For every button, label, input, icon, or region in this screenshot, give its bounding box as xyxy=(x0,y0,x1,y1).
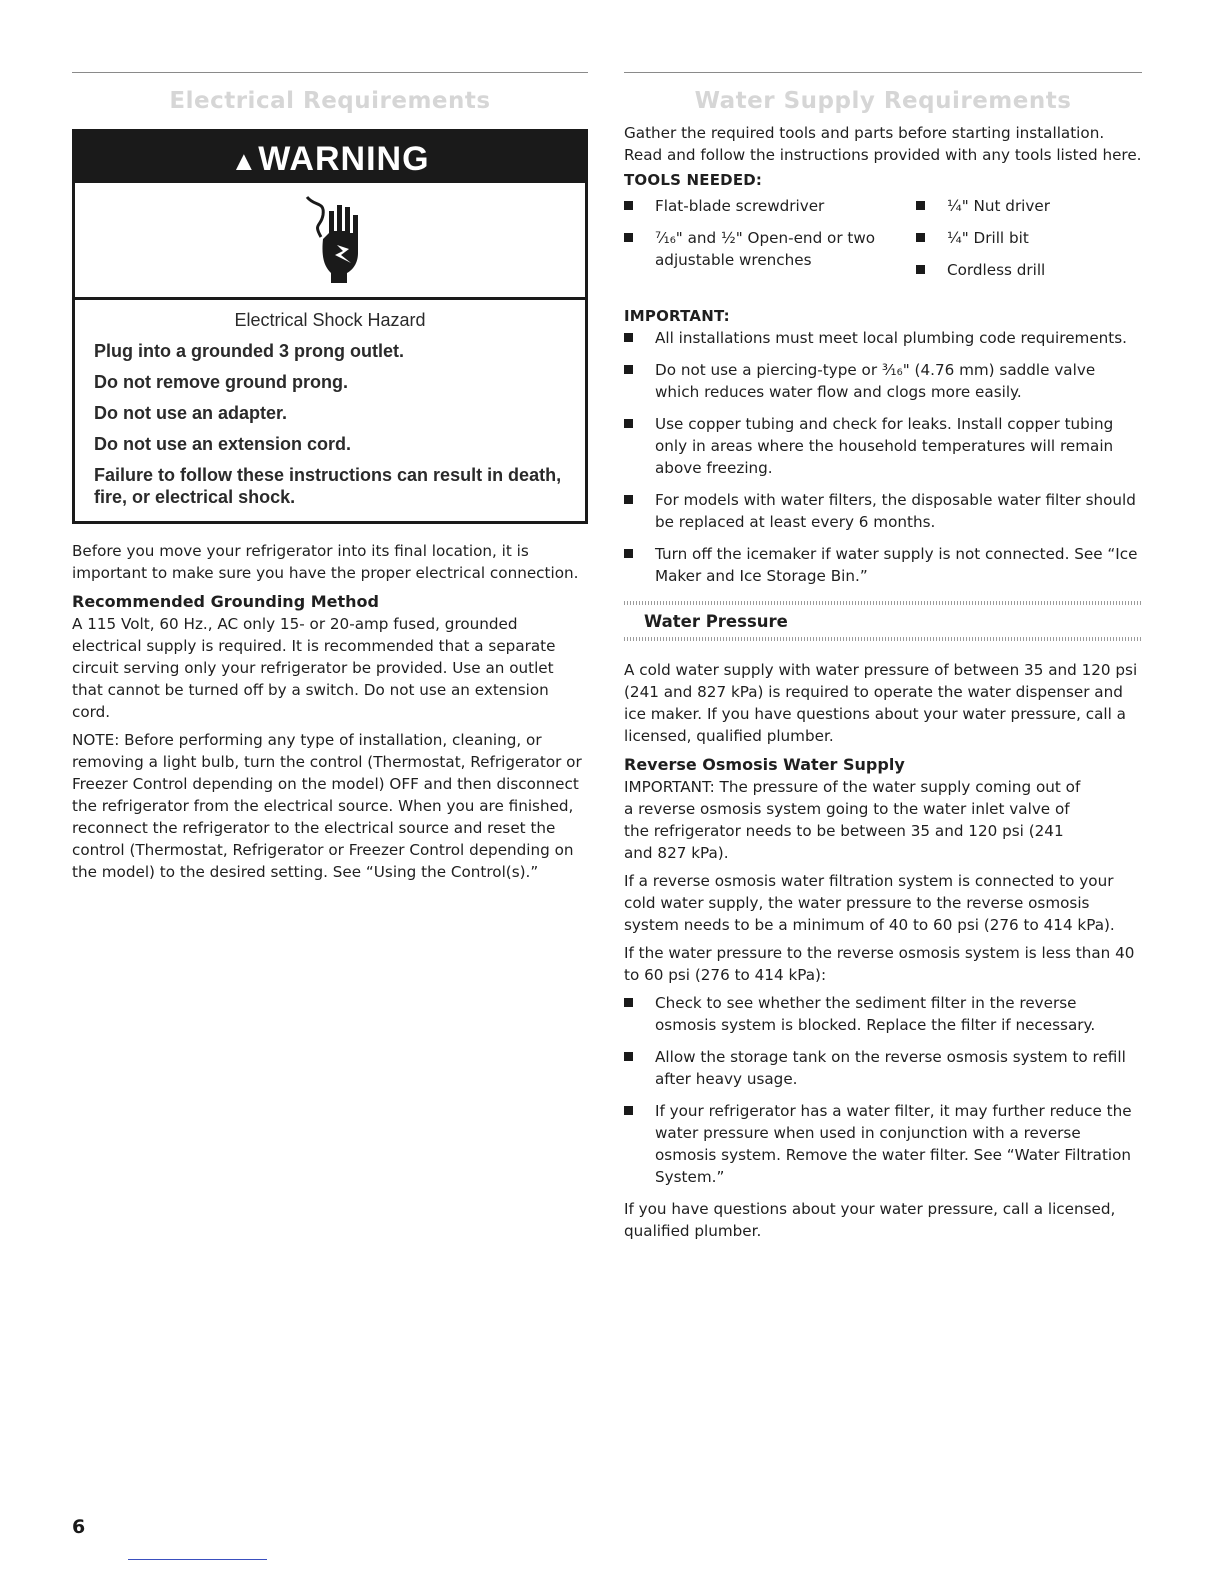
bullet-icon xyxy=(916,201,925,210)
list-item: ⁷⁄₁₆" and ½" Open-end or two adjustable wrenches xyxy=(624,227,894,271)
list-item: Turn off the icemaker if water supply is not connected. See “Ice Maker and Ice Storage Bin.” xyxy=(624,543,1142,587)
important-list xyxy=(624,327,1142,587)
bullet-icon xyxy=(624,365,633,374)
warning-line: Do not use an extension cord. xyxy=(94,434,352,454)
footer-link-line xyxy=(128,1559,267,1560)
important-heading: IMPORTANT: xyxy=(624,307,730,325)
note-paragraph: NOTE: Before performing any type of installation, cleaning, or removing a light bulb, turn the control (Thermostat, Refrigerator or Freezer Control depending on the model) OFF and then disconnect the refrigerator from the electrical source. When you are finished, reconnect the refrigerator to the electrical source and reset the control (Thermostat, Refrigerator or Freezer Control depending on the model) to the desired setting. See “Using the Control(s).” xyxy=(72,731,582,881)
warning-triangle-icon: ▲ xyxy=(230,146,259,176)
intro-paragraph: Before you move your refrigerator into its final location, it is important to make sure you have the proper electrical connection. xyxy=(72,542,579,582)
list-item: Do not use a piercing-type or ³⁄₁₆" (4.76 mm) saddle valve which reduces water flow and clogs more easily. xyxy=(624,359,1142,403)
warning-line: Plug into a grounded 3 prong outlet. xyxy=(94,341,404,361)
list-item: ¼" Drill bit xyxy=(916,227,1142,249)
water-pressure-heading: Water Pressure xyxy=(644,612,788,631)
ro-important-paragraph: IMPORTANT: The pressure of the water supply coming out of a reverse osmosis system going to the water inlet valve of the refrigerator needs to be between 35 and 120 psi (241 and 827 kPa). xyxy=(624,778,1081,862)
bullet-icon xyxy=(624,1106,633,1115)
bullet-icon xyxy=(624,201,633,210)
ro-list xyxy=(624,992,1142,1188)
ro-paragraph: If a reverse osmosis water filtration system is connected to your cold water supply, the water pressure to the reverse osmosis system needs to be a minimum of 40 to 60 psi (276 to 414 kPa). xyxy=(624,872,1115,934)
bullet-icon xyxy=(624,333,633,342)
grounding-heading: Recommended Grounding Method xyxy=(72,592,379,611)
section-title: Electrical Requirements xyxy=(169,88,491,114)
warning-box xyxy=(72,129,588,524)
warning-line: Do not use an adapter. xyxy=(94,403,288,423)
section-title: Water Supply Requirements xyxy=(694,88,1072,114)
closing-paragraph: If you have questions about your water pressure, call a licensed, qualified plumber. xyxy=(624,1200,1116,1240)
warning-banner: ▲WARNING xyxy=(75,132,585,183)
list-item: ¼" Nut driver xyxy=(916,195,1142,217)
bullet-icon xyxy=(916,265,925,274)
bullet-icon xyxy=(624,1052,633,1061)
list-item: For models with water filters, the disposable water filter should be replaced at least every 6 months. xyxy=(624,489,1142,533)
warning-line: Failure to follow these instructions can result in death, fire, or electrical shock. xyxy=(94,465,562,507)
tools-list xyxy=(624,195,1142,305)
list-item: Cordless drill xyxy=(916,259,1142,281)
section-rule xyxy=(624,72,1142,73)
grounding-paragraph: A 115 Volt, 60 Hz., AC only 15- or 20-amp fused, grounded electrical supply is required. It is recommended that a separate circuit serving only your refrigerator be provided. Use an outlet that cannot be turned off by a switch. Do not use an extension cord. xyxy=(72,615,556,721)
bullet-icon xyxy=(624,233,633,242)
list-item: Allow the storage tank on the reverse osmosis system to refill after heavy usage. xyxy=(624,1046,1142,1090)
shock-hazard-graphic xyxy=(75,183,585,300)
bullet-icon xyxy=(916,233,925,242)
list-item: If your refrigerator has a water filter, it may further reduce the water pressure when used in conjunction with a reverse osmosis system. Remove the water filter. See “Water Filtration System.” xyxy=(624,1100,1142,1188)
section-rule xyxy=(72,72,588,73)
bullet-icon xyxy=(624,419,633,428)
bullet-icon xyxy=(624,998,633,1007)
intro-paragraph: Gather the required tools and parts before starting installation. Read and follow the instructions provided with any tools listed here. xyxy=(624,124,1142,164)
warning-line: Do not remove ground prong. xyxy=(94,372,348,392)
divider xyxy=(624,601,1142,605)
electric-shock-hand-icon xyxy=(303,193,367,285)
list-item: Use copper tubing and check for leaks. Install copper tubing only in areas where the household temperatures will remain above freezing. xyxy=(624,413,1142,479)
tools-heading: TOOLS NEEDED: xyxy=(624,171,763,189)
hazard-title: Electrical Shock Hazard xyxy=(234,310,426,330)
list-item: All installations must meet local plumbing code requirements. xyxy=(624,327,1142,349)
list-item: Flat-blade screwdriver xyxy=(624,195,894,217)
reverse-osmosis-heading: Reverse Osmosis Water Supply xyxy=(624,755,905,774)
list-item: Check to see whether the sediment filter in the reverse osmosis system is blocked. Replace the filter if necessary. xyxy=(624,992,1142,1036)
ro-paragraph: If the water pressure to the reverse osmosis system is less than 40 to 60 psi (276 to 414 kPa): xyxy=(624,944,1135,984)
pressure-paragraph: A cold water supply with water pressure of between 35 and 120 psi (241 and 827 kPa) is required to operate the water dispenser and ice maker. If you have questions about your water pressure, call a licensed, qualified plumber. xyxy=(624,661,1138,745)
page-number: 6 xyxy=(72,1516,86,1538)
bullet-icon xyxy=(624,495,633,504)
bullet-icon xyxy=(624,549,633,558)
divider xyxy=(624,637,1142,641)
